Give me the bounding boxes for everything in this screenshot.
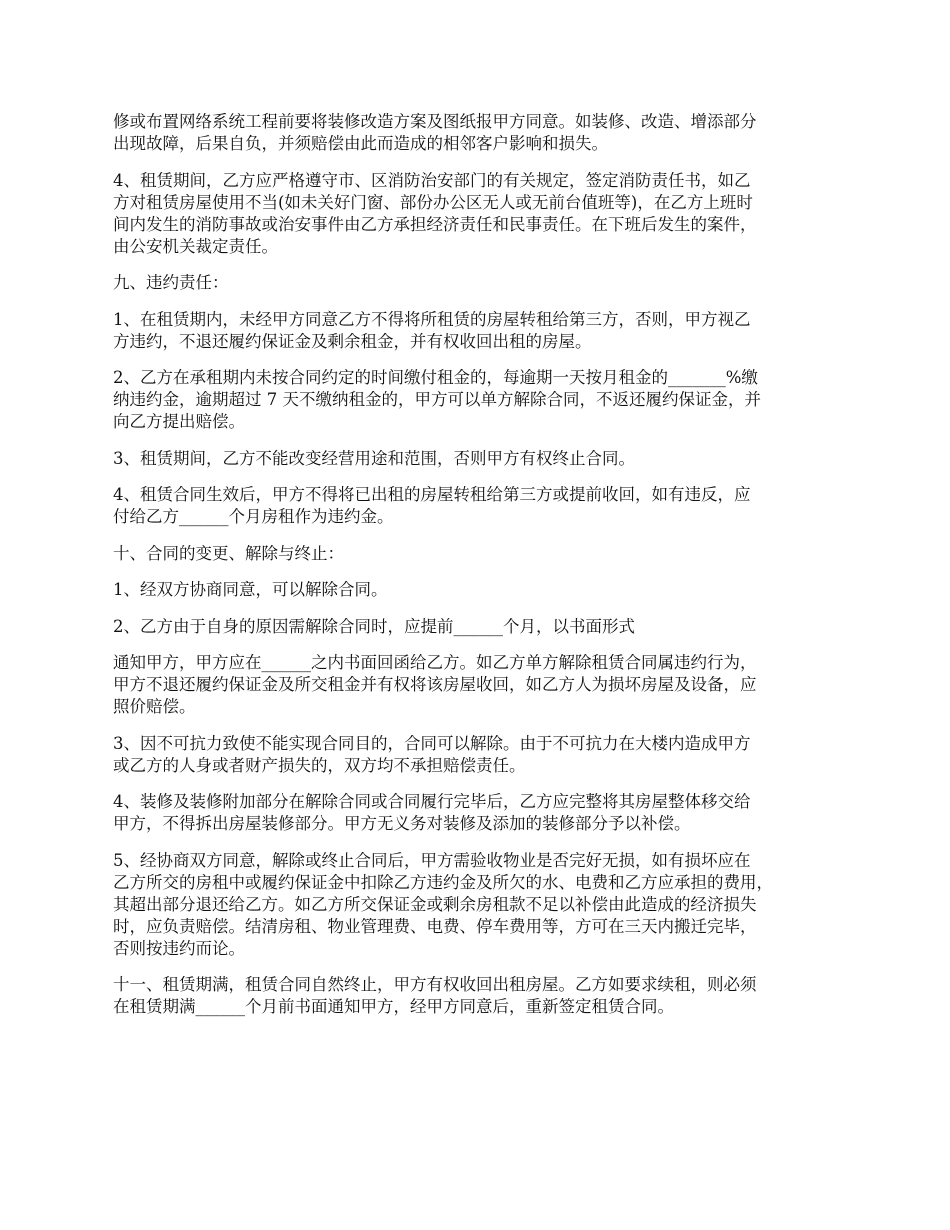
text-line: 乙方所交的房租中或履约保证金中扣除乙方违约金及所欠的水、电费和乙方应承担的费用，	[113, 872, 773, 892]
text-line: 出现故障，后果自负，并须赔偿由此而造成的相邻客户影响和损失。	[113, 134, 608, 153]
text-line: 间内发生的消防事故或治安事件由乙方承担经济责任和民事责任。在下班后发生的案件，	[113, 214, 757, 234]
text-line: 其超出部分退还给乙方。如乙方所交保证金或剩余房租款不足以补偿由此造成的经济损失	[113, 894, 757, 914]
text-line: 3、租赁期间，乙方不能改变经营用途和范围，否则甲方有权终止合同。	[113, 448, 635, 468]
paragraph	[113, 974, 843, 1018]
text-line: 向乙方提出赔偿。	[113, 412, 245, 431]
text-line: 2、乙方在承租期内未按合同约定的时间缴付租金的，每逾期一天按月租金的_______%缴	[113, 368, 758, 387]
text-line: 否则按违约而论。	[113, 938, 245, 958]
paragraph	[113, 367, 843, 433]
text-line: 甲方，不得拆出房屋装修部分。甲方无义务对装修及添加的装修部分予以补偿。	[113, 814, 691, 833]
text-line: 修或布置网络系统工程前要将装修改造方案及图纸报甲方同意。如装修、改造、增添部分	[113, 112, 757, 131]
text-line: 1、经双方协商同意，可以解除合同。	[113, 580, 388, 599]
paragraph	[113, 791, 843, 835]
paragraph	[113, 652, 843, 718]
text-line: 通知甲方，甲方应在______之内书面回函给乙方。如乙方单方解除租赁合同属违约行为，	[113, 653, 757, 672]
text-line: 或乙方的人身或者财产损失的，双方均不承担赔偿责任。	[113, 755, 526, 775]
paragraph	[113, 111, 843, 155]
text-line: 由公安机关裁定责任。	[113, 236, 278, 256]
document-body	[113, 111, 843, 1033]
paragraph	[113, 448, 843, 470]
paragraph	[113, 170, 843, 258]
paragraph	[113, 616, 843, 638]
text-line: 十、合同的变更、解除与终止：	[113, 543, 344, 563]
text-line: 5、经协商双方同意，解除或终止合同后，甲方需验收物业是否完好无损，如有损坏应在	[113, 850, 751, 870]
text-line: 十一、租赁期满，租赁合同自然终止，甲方有权收回出租房屋。乙方如要求续租，则必须	[113, 975, 757, 994]
text-line: 付给乙方______个月房租作为违约金。	[113, 507, 394, 526]
paragraph	[113, 484, 843, 528]
paragraph	[113, 850, 843, 960]
text-line: 4、租赁合同生效后，甲方不得将已出租的房屋转租给第三方或提前收回，如有违反，应	[113, 485, 751, 504]
text-line: 4、租赁期间，乙方应严格遵守市、区消防治安部门的有关规定，签定消防责任书，如乙	[113, 170, 751, 190]
text-line: 1、在租赁期内，未经甲方同意乙方不得将所租赁的房屋转租给第三方，否则，甲方视乙	[113, 309, 751, 329]
text-line: 甲方不退还履约保证金及所交租金并有权将该房屋收回，如乙方人为损坏房屋及设备，应	[113, 675, 757, 694]
text-line: 3、因不可抗力致使不能实现合同目的，合同可以解除。由于不可抗力在大楼内造成甲方	[113, 733, 751, 753]
paragraph	[113, 579, 843, 601]
paragraph	[113, 272, 843, 294]
text-line: 九、违约责任：	[113, 273, 229, 292]
text-line: 2、乙方由于自身的原因需解除合同时，应提前______个月，以书面形式	[113, 616, 635, 636]
paragraph	[113, 309, 843, 353]
text-line: 在租赁期满______个月前书面通知甲方，经甲方同意后，重新签定租赁合同。	[113, 997, 674, 1016]
text-line: 纳违约金，逾期超过 7 天不缴纳租金的，甲方可以单方解除合同，不返还履约保证金，并	[113, 390, 761, 409]
paragraph	[113, 733, 843, 777]
text-line: 方对租赁房屋使用不当(如未关好门窗、部份办公区无人或无前台值班等)，在乙方上班时	[113, 192, 753, 212]
text-line: 时，应负责赔偿。结清房租、物业管理费、电费、停车费用等，方可在三天内搬迁完毕，	[113, 916, 757, 936]
text-line: 照价赔偿。	[113, 697, 196, 716]
paragraph	[113, 543, 843, 565]
text-line: 方违约，不退还履约保证金及剩余租金，并有权收回出租的房屋。	[113, 331, 592, 351]
text-line: 4、装修及装修附加部分在解除合同或合同履行完毕后，乙方应完整将其房屋整体移交给	[113, 792, 751, 811]
